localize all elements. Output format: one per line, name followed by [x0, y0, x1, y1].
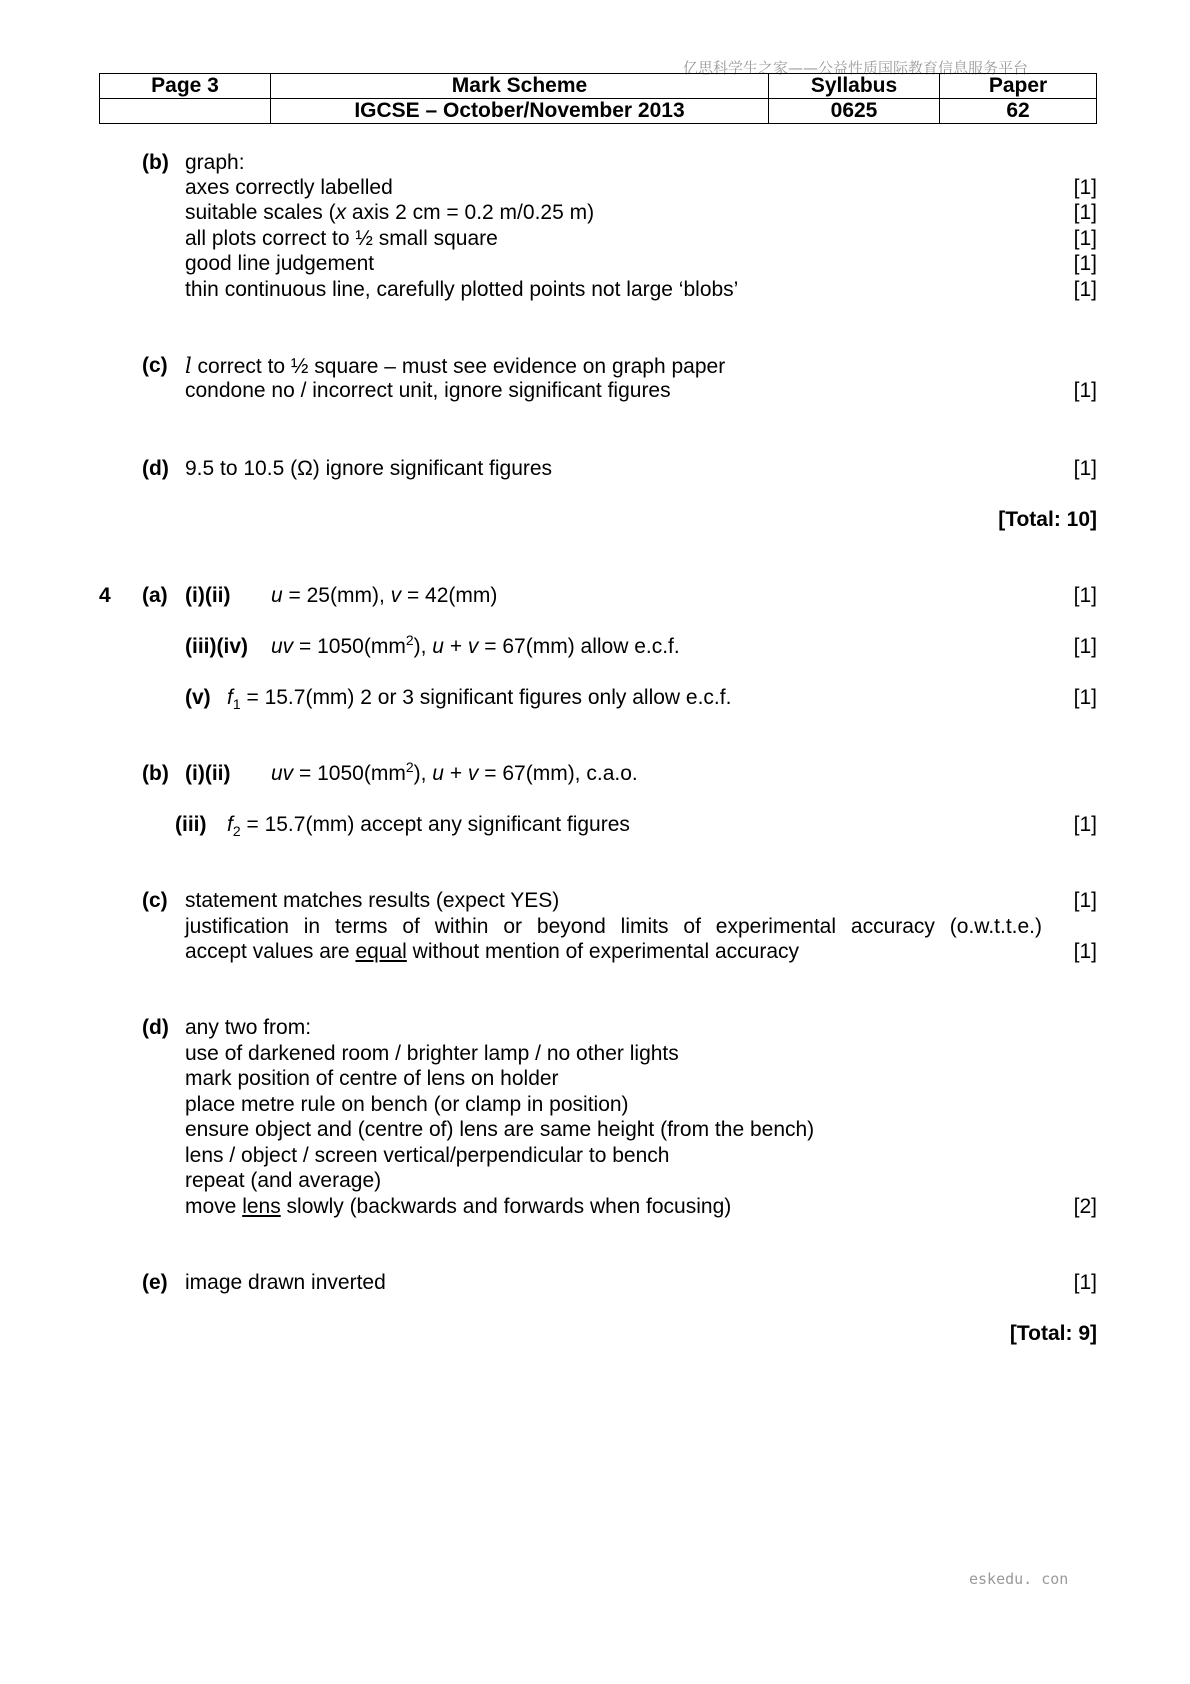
q4-number: 4 — [99, 584, 111, 607]
header-empty — [100, 99, 271, 124]
q3c-label: (c) — [142, 354, 168, 377]
q4a-i-text: u = 25(mm), v = 42(mm) — [271, 584, 498, 607]
q3d-text: 9.5 to 10.5 (Ω) ignore significant figures — [185, 457, 553, 480]
q4a-v-mark: [1] — [1073, 686, 1097, 709]
q4d-item-last: move lens slowly (backwards and forwards when focusing) — [185, 1195, 732, 1218]
q4c-line-2: justification in terms of within or beyond limits of experimental accuracy (o.w.t.t.e.) — [185, 915, 1042, 938]
q4a-iii-label: (iii)(iv) — [185, 635, 248, 658]
q4a-v-label: (v) — [185, 686, 211, 709]
q4b-iii-label: (iii) — [175, 813, 207, 836]
q4b-label: (b) — [142, 762, 169, 785]
q3b-line-4: good line judgement — [185, 252, 375, 275]
q4d-label: (d) — [142, 1016, 169, 1039]
q3b-mark-1: [1] — [1073, 176, 1097, 199]
q4b-iii-mark: [1] — [1073, 813, 1097, 836]
total-q4: [Total: 9] — [1009, 1322, 1097, 1345]
watermark-bottom: eskedu. con — [969, 1570, 1069, 1588]
q3b-line-3: all plots correct to ½ small square — [185, 227, 498, 250]
header-syllabus: Syllabus — [769, 74, 940, 99]
q3c-mark: [1] — [1073, 379, 1097, 402]
q4d-item: place metre rule on bench (or clamp in position) — [185, 1093, 629, 1116]
q4d-item: use of darkened room / brighter lamp / no other lights — [185, 1042, 679, 1065]
header-title: Mark Scheme — [271, 74, 769, 99]
q4c-label: (c) — [142, 889, 168, 912]
q3c-line-2: condone no / incorrect unit, ignore significant figures — [185, 379, 671, 402]
q4d-item: mark position of centre of lens on holder — [185, 1067, 559, 1090]
q3b-line-2: suitable scales (x axis 2 cm = 0.2 m/0.25 m) — [185, 201, 595, 224]
q4c-mark-2: [1] — [1073, 940, 1097, 963]
q4a-i-label: (i)(ii) — [185, 584, 231, 607]
q4d-item: repeat (and average) — [185, 1169, 382, 1192]
q4a-iii-text: uv = $1050(mm^2)$, u + v = 67(mm) allow e.c.f. — [271, 632, 680, 658]
q3b-label: (b) — [142, 151, 169, 174]
q4d-item: lens / object / screen vertical/perpendicular to bench — [185, 1144, 670, 1167]
q3b-intro: graph: — [185, 151, 245, 174]
q4b-i-label: (i)(ii) — [185, 762, 231, 785]
header-paper-number: 62 — [940, 99, 1097, 124]
header-exam: IGCSE – October/November 2013 — [271, 99, 769, 124]
q4a-iii-mark: [1] — [1073, 635, 1097, 658]
q3b-mark-2: [1] — [1073, 201, 1097, 224]
q3c-line-1: l correct to ½ square – must see evidence on graph paper — [185, 354, 726, 378]
q4d-mark: [2] — [1073, 1195, 1097, 1218]
total-q3: [Total: 10] — [998, 508, 1097, 531]
q4d-item: ensure object and (centre of) lens are same height (from the bench) — [185, 1118, 815, 1141]
header-syllabus-code: 0625 — [769, 99, 940, 124]
q3b-mark-4: [1] — [1073, 252, 1097, 275]
q3b-line-1: axes correctly labelled — [185, 176, 393, 199]
q3d-label: (d) — [142, 457, 169, 480]
q3b-line-5: thin continuous line, carefully plotted points not large ‘blobs’ — [185, 278, 739, 301]
q4c-line-3: accept values are equal without mention of experimental accuracy — [185, 940, 800, 963]
q4a-v-text: $f_1 = 15.7(mm)$ 2 or 3 significant figures only allow e.c.f. — [227, 686, 732, 713]
q3d-mark: [1] — [1073, 457, 1097, 480]
q4e-mark: [1] — [1073, 1271, 1097, 1294]
q4b-iii-text: $f_2 = 15.7(mm)$ accept any significant figures — [227, 813, 630, 840]
q3b-mark-5: [1] — [1073, 278, 1097, 301]
header-paper: Paper — [940, 74, 1097, 99]
q4c-line-1: statement matches results (expect YES) — [185, 889, 560, 912]
header-page: Page 3 — [100, 74, 271, 99]
q4e-text: image drawn inverted — [185, 1271, 386, 1294]
q4a-label: (a) — [142, 584, 168, 607]
header-table — [99, 73, 1097, 124]
q4a-i-mark: [1] — [1073, 584, 1097, 607]
q4b-i-text: uv = $1050(mm^2)$, u + v = 67(mm), c.a.o. — [271, 759, 638, 785]
q3b-mark-3: [1] — [1073, 227, 1097, 250]
q4d-intro: any two from: — [185, 1016, 312, 1039]
q4e-label: (e) — [142, 1271, 168, 1294]
q4c-mark-1: [1] — [1073, 889, 1097, 912]
watermark-top: 亿思科学生之家——公益性质国际教育信息服务平台 — [683, 59, 1029, 77]
